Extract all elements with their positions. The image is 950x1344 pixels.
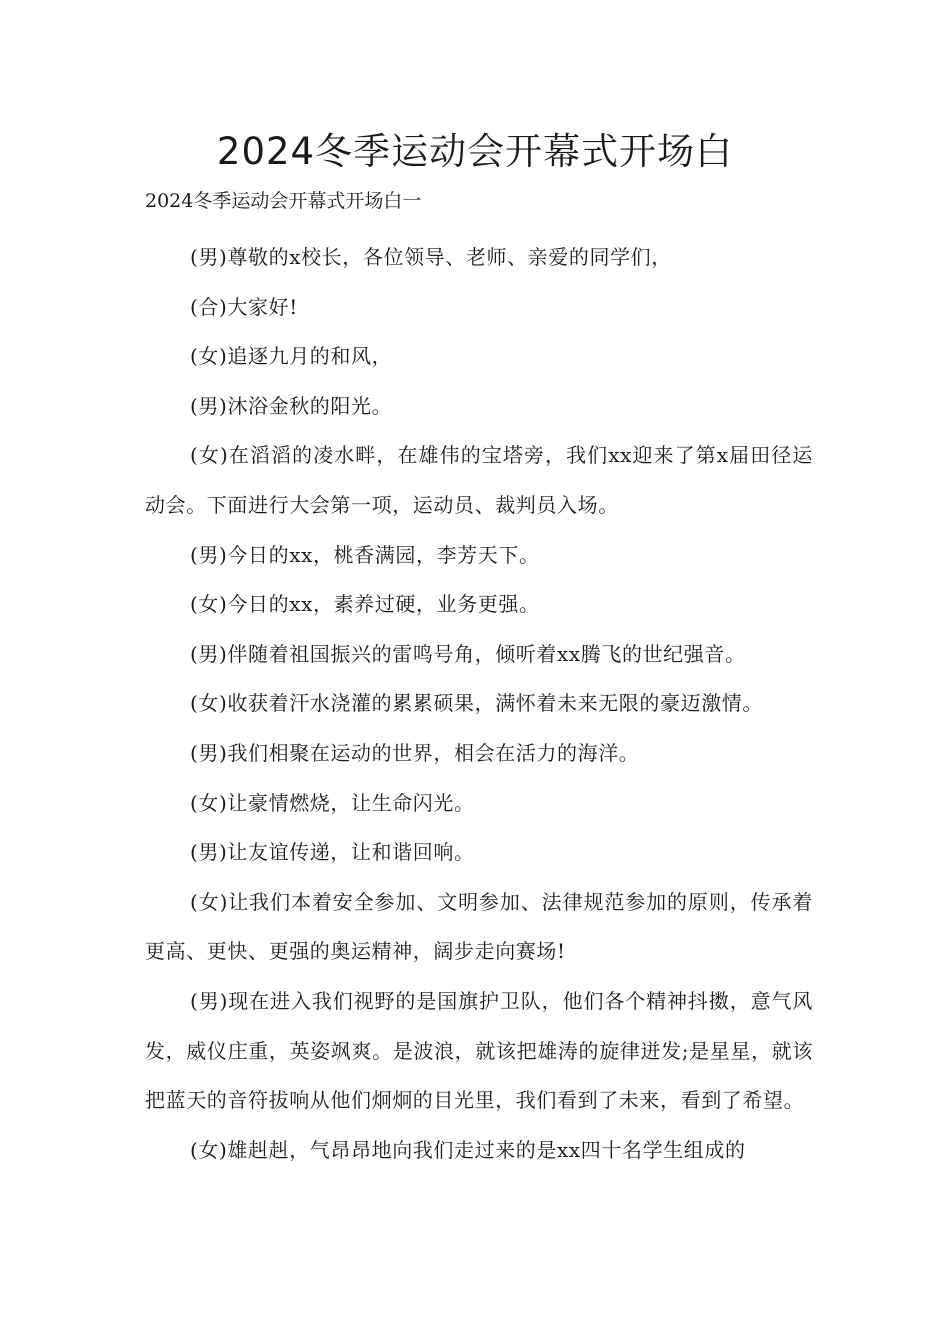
paragraph: (合)大家好! xyxy=(190,294,298,319)
paragraph: (男)伴随着祖国振兴的雷鸣号角，倾听着xx腾飞的世纪强音。 xyxy=(190,641,746,666)
document-title: 2024冬季运动会开幕式开场白 xyxy=(216,130,734,173)
paragraph: (男)今日的xx，桃香满园，李芳天下。 xyxy=(190,542,540,567)
paragraph: (男)沐浴金秋的阳光。 xyxy=(190,393,393,418)
paragraph: (女)收获着汗水浇灌的累累硕果，满怀着未来无限的豪迈激情。 xyxy=(190,691,764,716)
paragraph: (男)现在进入我们视野的是国旗护卫队，他们各个精神抖擞，意气风发，威仪庄重，英姿飒爽。是波浪，就该把雄涛的旋律迸发;是星星，就该把蓝天的音符拔响从他们炯炯的目光里，我们看到了未来，看到了希望。 xyxy=(145,988,813,1113)
paragraph: (男)尊敬的x校长，各位领导、老师、亲爱的同学们， xyxy=(190,245,672,269)
paragraph: (女)今日的xx，素养过硬，业务更强。 xyxy=(190,592,540,617)
paragraph: (男)我们相聚在运动的世界，相会在活力的海洋。 xyxy=(190,740,640,765)
paragraph: (女)雄赳赳，气昂昂地向我们走过来的是xx四十名学生组成的 xyxy=(190,1137,746,1162)
paragraph: (女)让我们本着安全参加、文明参加、法律规范参加的原则，传承着更高、更快、更强的奥运精神，阔步走向赛场! xyxy=(145,889,813,964)
document-subtitle: 2024冬季运动会开幕式开场白一 xyxy=(145,190,422,212)
document-body xyxy=(145,233,813,1175)
paragraph: (男)让友谊传递，让和谐回响。 xyxy=(190,840,475,865)
paragraph: (女)在滔滔的凌水畔，在雄伟的宝塔旁，我们xx迎来了第x届田径运动会。下面进行大会第一项，运动员、裁判员入场。 xyxy=(145,443,813,517)
paragraph: (女)让豪情燃烧，让生命闪光。 xyxy=(190,790,475,815)
paragraph: (女)追逐九月的和风， xyxy=(190,344,393,369)
